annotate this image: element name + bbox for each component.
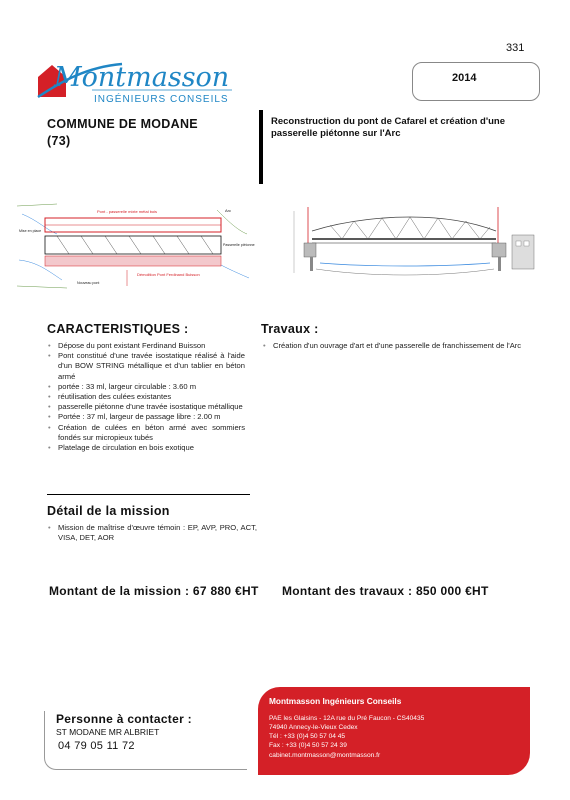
commune-name: COMMUNE DE MODANE bbox=[47, 117, 198, 131]
list-item: • portée : 33 ml, largeur circulable : 3.60 m bbox=[48, 381, 197, 391]
project-title: Reconstruction du pont de Cafarel et création d'une passerelle piétonne sur l'Arc bbox=[271, 116, 505, 139]
company-info-box bbox=[258, 687, 530, 775]
plan-label-river: Arc bbox=[225, 208, 231, 213]
left-abutment bbox=[304, 243, 316, 257]
company-phone: Tél : +33 (0)4 50 57 04 45 bbox=[269, 733, 346, 740]
section-divider bbox=[47, 494, 250, 495]
caracteristiques-heading: CARACTERISTIQUES : bbox=[47, 322, 189, 336]
list-item: • Mission de maîtrise d'œuvre témoin : EP, AVP, PRO, ACT, VISA, DET, AOR bbox=[48, 523, 257, 543]
elevation-drawing-svg bbox=[290, 205, 546, 285]
plan-label-demolition: Démolition Pont Ferdinand Buisson bbox=[137, 272, 200, 277]
commune-department: (73) bbox=[47, 134, 71, 148]
list-item: • Portée : 37 ml, largeur de passage libre : 2.00 m bbox=[48, 412, 221, 422]
mission-amount: Montant de la mission : 67 880 €HT bbox=[49, 584, 259, 598]
commune-heading bbox=[47, 116, 198, 150]
title-bar bbox=[259, 110, 263, 184]
logo-subtitle-text: INGÉNIEURS CONSEILS bbox=[94, 94, 229, 105]
caracteristiques-list bbox=[47, 341, 245, 453]
travaux-heading: Travaux : bbox=[261, 322, 319, 336]
works-amount: Montant des travaux : 850 000 €HT bbox=[282, 584, 489, 598]
plan-label-install: Mise en place bbox=[19, 229, 42, 233]
contact-name: ST MODANE MR ALBRIET bbox=[56, 727, 160, 737]
logo-brand-text: Montmasson bbox=[54, 62, 230, 93]
list-item: • Création de culées en béton armé avec sommiers fondés sur micropieux tubés bbox=[48, 422, 245, 442]
list-item: • Platelage de circulation en bois exotique bbox=[48, 443, 194, 453]
project-year: 2014 bbox=[452, 72, 477, 84]
plan-drawing bbox=[17, 200, 255, 290]
plan-label-footbridge: Pont - passerelle mixte métal bois bbox=[97, 209, 158, 214]
company-address-line1: PAE les Glaisins - 12A rue du Pré Faucon - CS40435 bbox=[269, 715, 425, 722]
elevation-drawing bbox=[290, 205, 546, 285]
montmasson-logo-mark bbox=[32, 55, 247, 110]
company-address-line2: 74940 Annecy-le-Vieux Cedex bbox=[269, 724, 358, 731]
right-abutment bbox=[492, 243, 506, 257]
company-name: Montmasson Ingénieurs Conseils bbox=[269, 696, 402, 706]
bridge-outline bbox=[45, 236, 221, 254]
plan-drawing-svg bbox=[17, 200, 255, 290]
list-item: • Dépose du pont existant Ferdinand Buisson bbox=[48, 341, 206, 350]
contact-phone: 04 79 05 11 72 bbox=[58, 740, 135, 752]
page-number: 331 bbox=[506, 42, 525, 54]
list-item: • Création d'un ouvrage d'art et d'une passerelle de franchissement de l'Arc bbox=[263, 341, 522, 350]
mission-list bbox=[47, 523, 257, 543]
contact-heading: Personne à contacter : bbox=[56, 712, 192, 726]
list-item: • passerelle piétonne d'une travée isostatique métallique bbox=[48, 402, 243, 412]
demolition-zone bbox=[45, 256, 221, 266]
plan-label-new-bridge: Nouveau pont bbox=[77, 281, 100, 285]
list-item: • réutilisation des culées existantes bbox=[48, 392, 172, 402]
plan-label-pedestrian: Passerelle piétonne bbox=[223, 243, 255, 247]
company-fax: Fax : +33 (0)4 50 57 24 39 bbox=[269, 742, 347, 749]
list-item: • Pont constitué d'une travée isostatique réalisé à l'aide d'un BOW STRING métallique et d'un tablier en béton armé bbox=[48, 351, 245, 381]
river-line bbox=[320, 263, 490, 266]
company-email: cabinet.montmasson@montmasson.fr bbox=[269, 752, 381, 759]
company-logo bbox=[32, 55, 247, 110]
travaux-list bbox=[262, 341, 532, 351]
detail-mission-heading: Détail de la mission bbox=[47, 504, 170, 518]
